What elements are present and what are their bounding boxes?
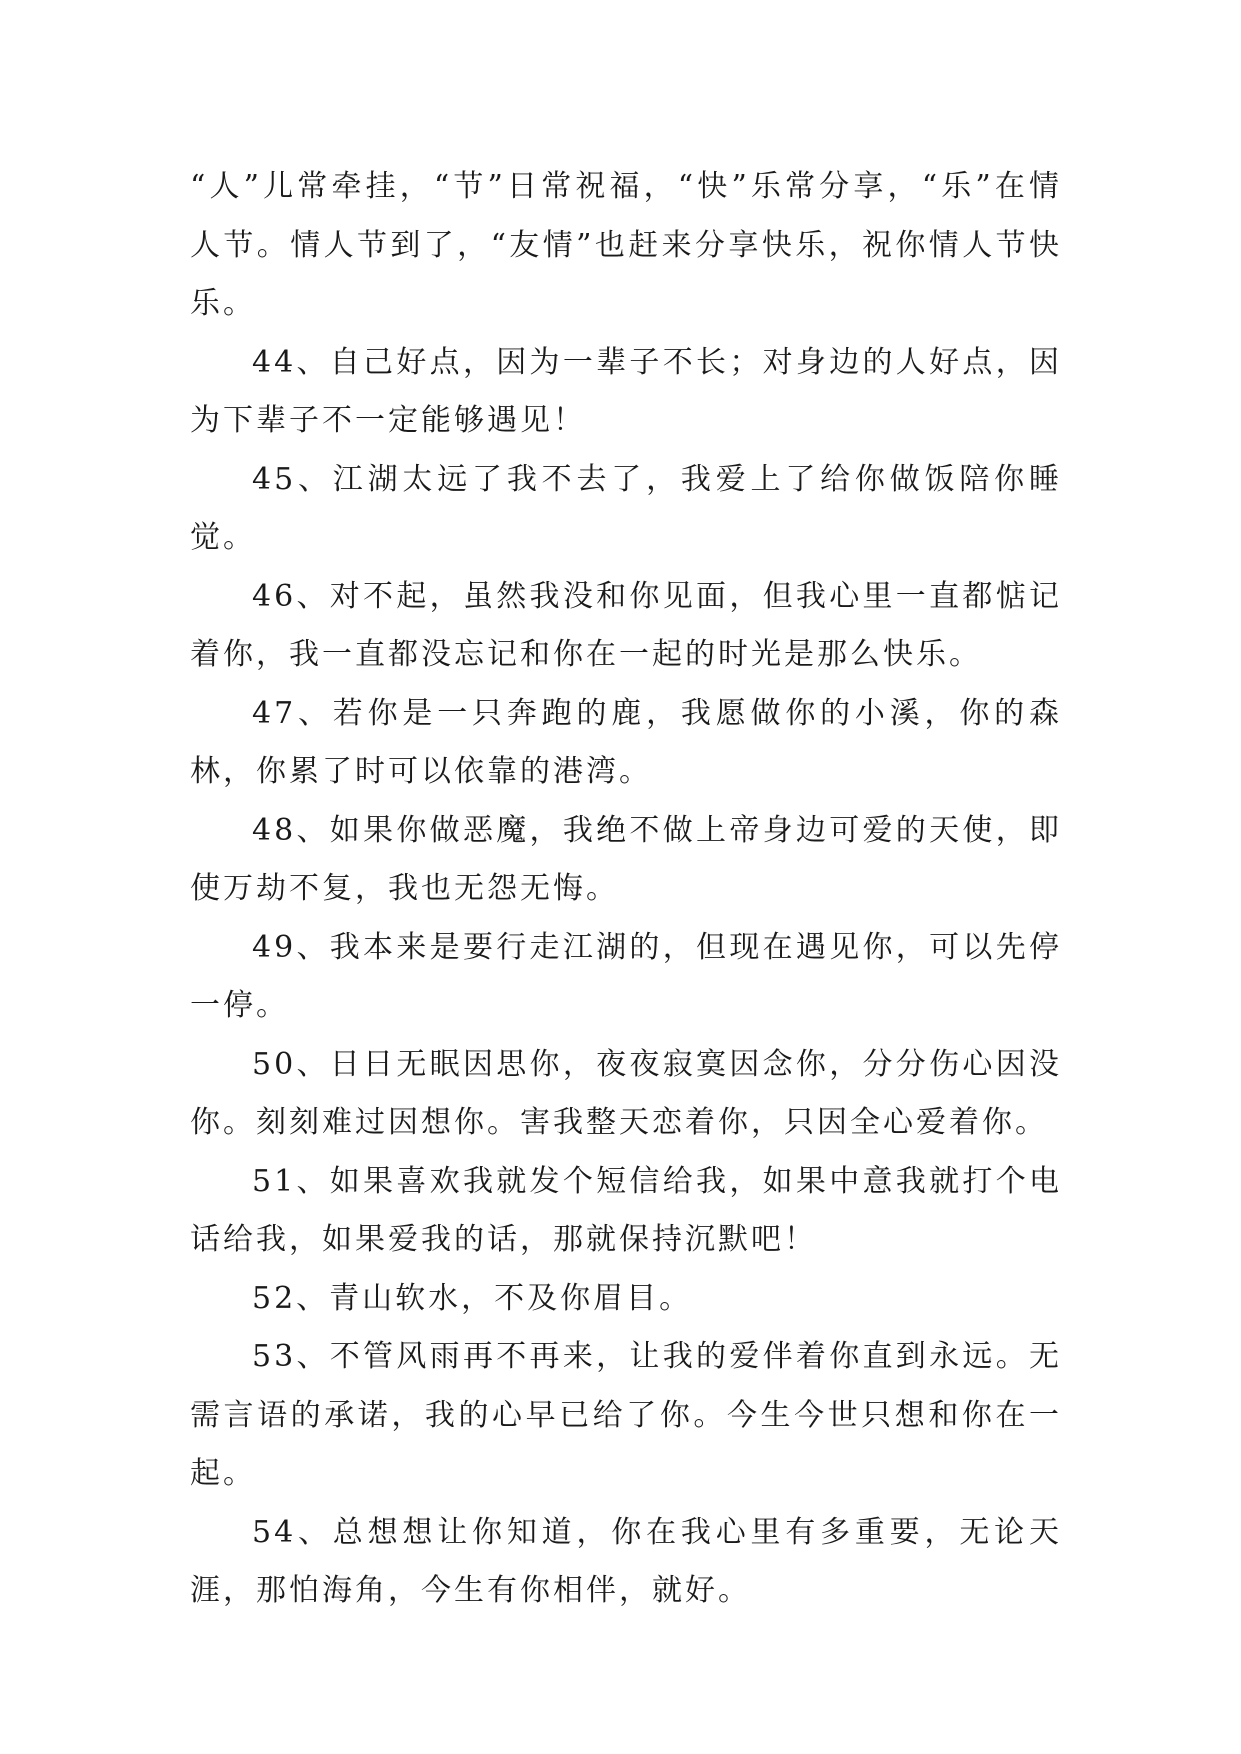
paragraph-48: 48、如果你做恶魔，我绝不做上帝身边可爱的天使，即使万劫不复，我也无怨无悔。 — [190, 812, 1062, 906]
paragraph-54: 54、总想想让你知道，你在我心里有多重要，无论天涯，那怕海角，今生有你相伴，就好。 — [190, 1514, 1062, 1608]
paragraph-intro: “人”儿常牵挂，“节”日常祝福，“快”乐常分享，“乐”在情人节。情人节到了，“友情”也赶来分享快乐，祝你情人节快乐。 — [190, 169, 1062, 321]
paragraph-44: 44、自己好点，因为一辈子不长；对身边的人好点，因为下辈子不一定能够遇见！ — [190, 344, 1062, 438]
paragraph-50: 50、日日无眠因思你，夜夜寂寞因念你，分分伤心因没你。刻刻难过因想你。害我整天恋着你，只因全心爱着你。 — [190, 1046, 1062, 1140]
paragraph-46: 46、对不起，虽然我没和你见面，但我心里一直都惦记着你，我一直都没忘记和你在一起的时光是那么快乐。 — [190, 578, 1062, 672]
paragraph-47: 47、若你是一只奔跑的鹿，我愿做你的小溪，你的森林，你累了时可以依靠的港湾。 — [190, 695, 1062, 789]
paragraph-52: 52、青山软水，不及你眉目。 — [252, 1280, 693, 1316]
paragraph-45: 45、江湖太远了我不去了，我爱上了给你做饭陪你睡觉。 — [190, 461, 1062, 555]
paragraph-53: 53、不管风雨再不再来，让我的爱伴着你直到永远。无需言语的承诺，我的心早已给了你。今生今世只想和你在一起。 — [190, 1339, 1062, 1491]
paragraph-49: 49、我本来是要行走江湖的，但现在遇见你，可以先停一停。 — [190, 929, 1062, 1023]
document-body — [190, 158, 1062, 1621]
paragraph-51: 51、如果喜欢我就发个短信给我，如果中意我就打个电话给我，如果爱我的话，那就保持沉默吧！ — [190, 1163, 1062, 1257]
